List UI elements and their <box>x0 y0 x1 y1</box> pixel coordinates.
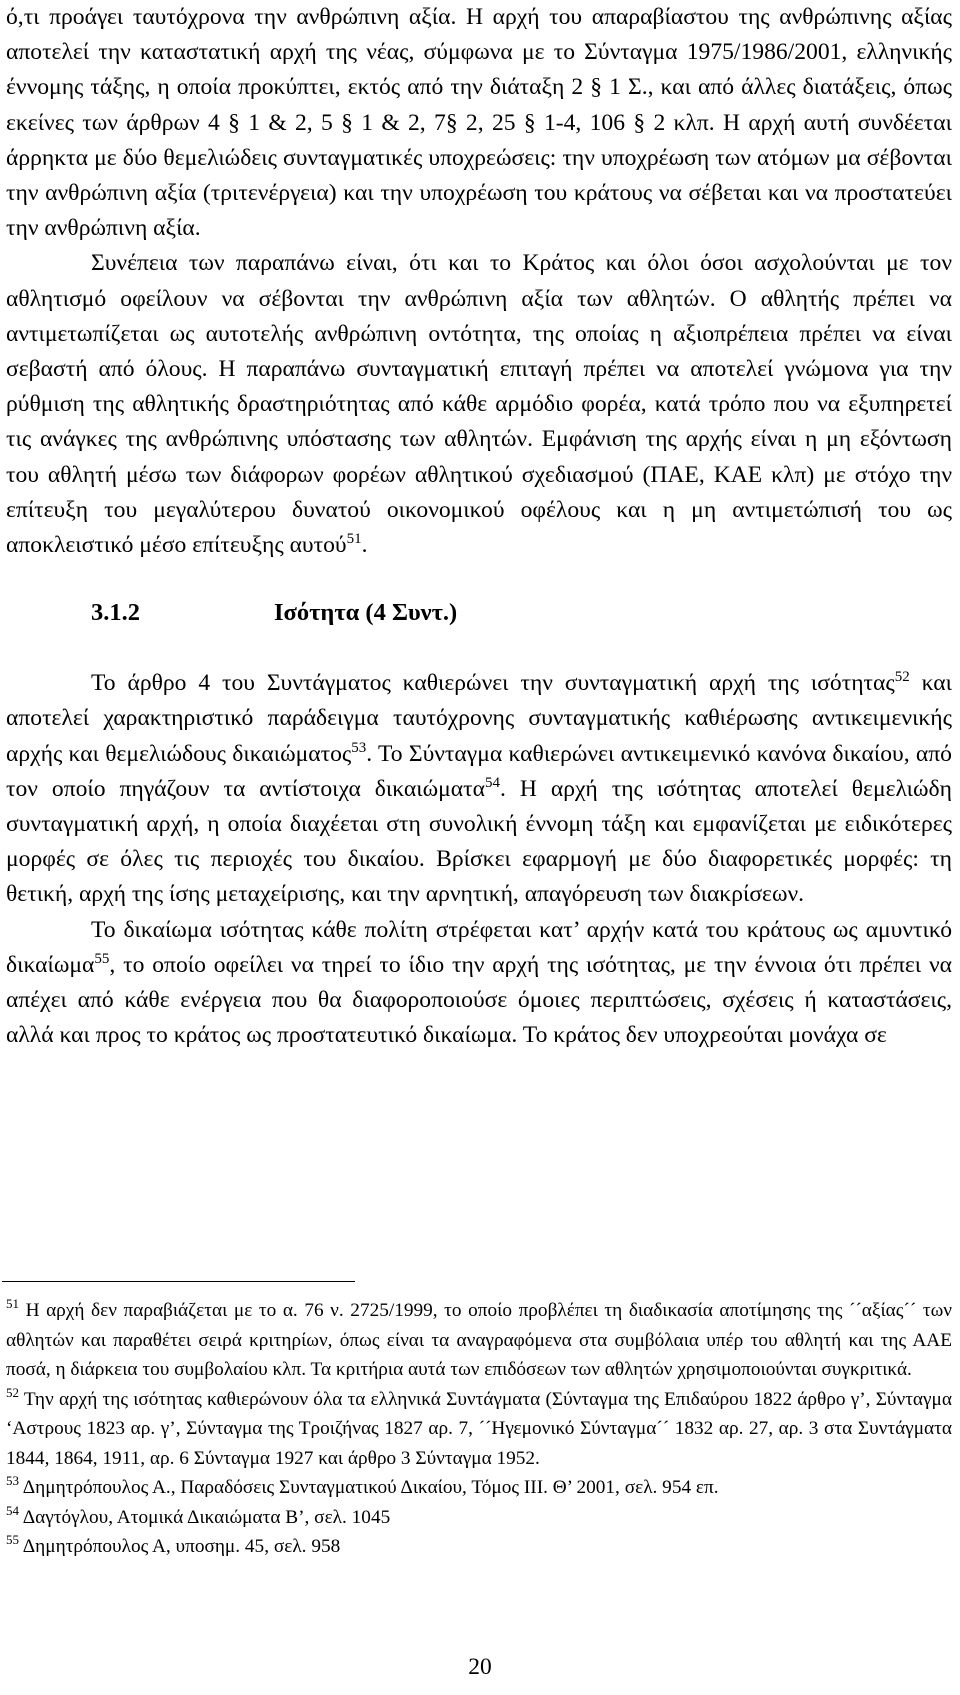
footnote-number: 51 <box>6 1296 19 1311</box>
footnote-text: Δημητρόπουλος Α, υποσημ. 45, σελ. 958 <box>19 1536 341 1557</box>
paragraph-3-text-a: Το άρθρο 4 του Συντάγματος καθιερώνει την συνταγματική αρχή της ισότητας <box>91 670 895 697</box>
paragraph-1: ό,τι προάγει ταυτόχρονα την ανθρώπινη αξία. Η αρχή του απαραβίαστου της ανθρώπινης αξίας αποτελεί την καταστατική αρχή της νέας, σύμφωνα με το Σύνταγμα 1975/1986/2001, ελληνικής έννομης τάξης, η οποία προκύπτει, εκτός από την διάταξη 2 § 1 Σ., και από άλλες διατάξεις, όπως εκείνες των άρθρων 4 § 1 & 2, 5 § 1 & 2, 7§ 2, 25 § 1-4, 106 § 2 κλπ. Η αρχή αυτή συνδέεται άρρηκτα με δύο θεμελιώδεις συνταγματικές υποχρεώσεις: την υποχρέωση των ατόμων μα σέβονται την ανθρώπινη αξία (τριτενέργεια) και την υποχρέωση του κράτους να σέβεται και να προστατεύει την ανθρώπινη αξία. <box>6 4 952 242</box>
section-heading <box>6 593 952 633</box>
footnote-text: Την αρχή της ισότητας καθιερώνουν όλα τα ελληνικά Συντάγματα (Σύνταγμα της Επιδαύρου 1822 άρθρο γ’, Σύνταγμα ‘Αστρους 1823 αρ. γ’, Σύνταγμα της Τροιζήνας 1827 αρ. 7, ´´Ηγεμονικό Σύνταγμα´´ 1832 αρ. 27, αρ. 3 στα Συντάγματα 1844, 1864, 1911, αρ. 6 Σύνταγμα 1927 και άρθρο 3 Σύνταγμα 1952. <box>6 1388 952 1469</box>
footnote-ref-55[interactable]: 55 <box>94 950 110 967</box>
paragraph-3-text-b: και αποτελεί χαρακτηριστικό παράδειγμα ταυτόχρονης συνταγματικής καθιέρωσης αντικειμενικής αρχής και θεμελιώδους δικαιώματος <box>6 670 952 767</box>
paragraph-2-text: Συνέπεια των παραπάνω είναι, ότι και το Κράτος και όλοι όσοι ασχολούνται με τον αθλητισμό οφείλουν να σέβονται την ανθρώπινη αξία των αθλητών. Ο αθλητής πρέπει να αντιμετωπίζεται ως αυτοτελής ανθρώπινη οντότητα, της οποίας η αξιοπρέπεια πρέπει να είναι σεβαστή από όλους. Η παραπάνω συνταγματική επιταγή πρέπει να αποτελεί γνώμονα για την ρύθμιση της αθλητικής δραστηριότητας από κάθε αρμόδιο φορέα, κατά τρόπο που να εξυπηρετεί τις ανάγκες της ανθρώπινης υπόστασης των αθλητών. Εμφάνιση της αρχής είναι η μη εξόντωση του αθλητή μέσω των διάφορων φορέων αθλητικού σχεδιασμού (ΠΑΕ, ΚΑΕ κλπ) με στόχο την επίτευξη του μεγαλύτερου δυνατού οικονομικού οφέλους και η μη αντιμετώπισή του ως αποκλειστικό μέσο επίτευξης αυτού <box>6 250 952 559</box>
footnote-ref-54[interactable]: 54 <box>485 774 500 791</box>
footnote-number: 54 <box>6 1502 19 1518</box>
footnote-separator <box>2 1281 355 1282</box>
footnote-text: Δαγτόγλου, Ατομικά Δικαιώματα Β’, σελ. 1045 <box>19 1506 391 1528</box>
paragraph-4 <box>6 913 952 1054</box>
paragraph-3 <box>6 666 952 912</box>
footnote-text: Η αρχή δεν παραβιάζεται με το α. 76 ν. 2725/1999, το οποίο προβλέπει τη διαδικασία αποτίμησης της ´´αξίας´´ των αθλητών και παραθέτει σειρά κριτηρίων, όπως είναι τα αναγραφόμενα στα συμβόλαια υπέρ του αθλητή και της ΑΑΕ ποσά, η διάρκεια του συμβολαίου κλπ. Τα κριτήρια αυτά των επιδόσεων των αθλητών χρησιμοποιούνται συγκριτικά. <box>6 1300 952 1380</box>
footnote-ref-51[interactable]: 51 <box>346 531 362 548</box>
footnote-54 <box>6 1503 952 1533</box>
footnotes <box>6 1296 952 1562</box>
footnote-number: 53 <box>6 1473 19 1488</box>
footnote-53 <box>6 1473 952 1503</box>
paragraph-3-text-c: . Το Σύνταγμα καθιερώνει αντικειμενικό κανόνα δικαίου, από τον οποίο πηγάζουν τα αντίστοιχα δικαιώματα <box>6 740 952 802</box>
section-number: 3.1.2 <box>91 599 140 627</box>
paragraph-4-text-a: Το δικαίωμα ισότητας κάθε πολίτη στρέφεται κατ’ αρχήν κατά του κράτους ως αμυντικό δικαίωμα <box>6 916 952 978</box>
footnote-text: Δημητρόπουλος Α., Παραδόσεις Συνταγματικού Δικαίου, Τόμος ΙΙΙ. Θ’ 2001, σελ. 954 επ. <box>19 1477 719 1498</box>
document-page <box>6 0 952 1053</box>
footnote-ref-52[interactable]: 52 <box>894 669 910 686</box>
paragraph-4-text-b: , το οποίο οφείλει να τηρεί το ίδιο την αρχή της ισότητας, με την έννοια ότι πρέπει να απέχει από κάθε ενέργεια που θα διαφοροποιούσε όμοιες περιπτώσεις, σχέσεις ή καταστάσεις, αλλά και προς το κράτος ως προστατευτικό δικαίωμα. Το κράτος δεν υποχρεούται μονάχα σε <box>6 951 952 1049</box>
paragraph-2-end: . <box>361 532 368 559</box>
paragraph-2 <box>6 246 952 563</box>
footnote-51 <box>6 1296 952 1385</box>
page-number: 20 <box>468 1654 492 1680</box>
section-title: Ισότητα (4 Συντ.) <box>274 599 458 627</box>
paragraph-3-text-d: . Η αρχή της ισότητας αποτελεί θεμελιώδη συνταγματική αρχή, η οποία διαχέεται στη συνολική έννομη τάξη και εμφανίζεται με ειδικότερες μορφές σε όλες τις περιοχές του δικαίου. Βρίσκει εφαρμογή με δύο διαφορετικές μορφές: τη θετική, αρχή της ίσης μεταχείρισης, και την αρνητική, απαγόρευση των διακρίσεων. <box>6 775 952 908</box>
footnote-ref-53[interactable]: 53 <box>351 739 367 756</box>
footnote-55 <box>6 1532 952 1562</box>
footnote-number: 52 <box>6 1384 19 1400</box>
footnote-number: 55 <box>6 1532 19 1547</box>
footnote-52 <box>6 1385 952 1474</box>
body-text <box>6 0 952 1053</box>
